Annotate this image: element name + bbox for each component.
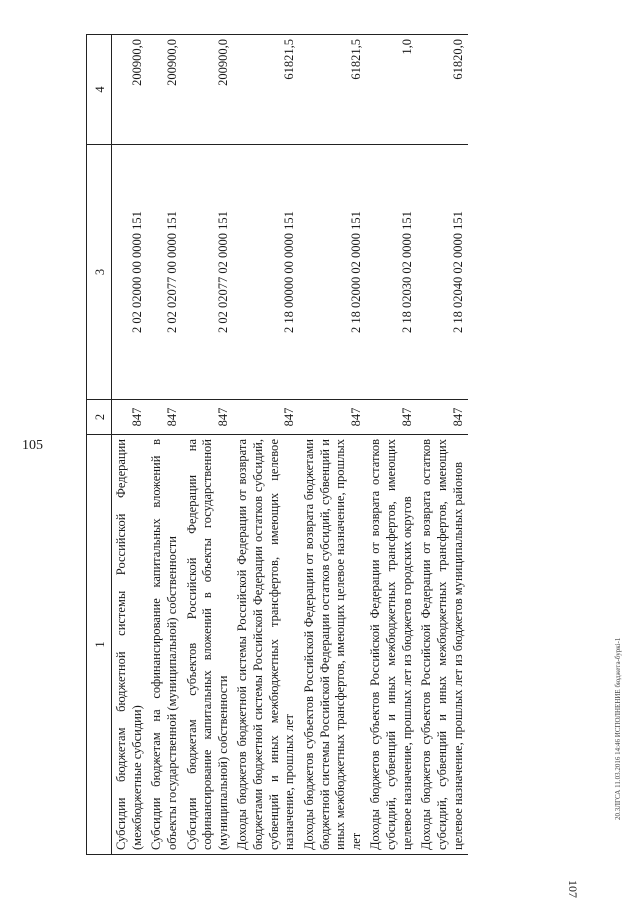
- row-budget-code-cell: 2 18 02000 02 0000 151: [300, 145, 367, 400]
- page-number: 105: [22, 438, 43, 453]
- row-name-cell: Субсидии бюджетам субъектов Российской Федерации на софинансирование капитальных вложений в объекты государственной (муниципальной) собственности: [183, 435, 234, 855]
- row-amount-cell: 61821,5: [233, 35, 300, 145]
- row-budget-code-cell: 2 18 00000 00 0000 151: [233, 145, 300, 400]
- table-row: [366, 35, 417, 855]
- row-budget-code-cell: 2 18 02040 02 0000 151: [417, 145, 468, 400]
- header-cell: 1: [87, 435, 112, 855]
- row-amount-cell: 1,0: [366, 35, 417, 145]
- header-cell: 2: [87, 400, 112, 435]
- row-budget-code-cell: 2 02 02077 00 0000 151: [147, 145, 182, 400]
- row-budget-code-cell: 2 02 02077 02 0000 151: [183, 145, 234, 400]
- row-name-cell: Доходы бюджетов субъектов Российской Федерации от возврата бюджетами бюджетной системы Российской Федерации остатков субсидий, субвенций и иных межбюджетных трансфертов, имеющих целевое назначение, прошлых лет: [300, 435, 367, 855]
- row-admin-code-cell: 847: [417, 400, 468, 435]
- folio-number: 107: [566, 880, 580, 898]
- row-name-cell: Доходы бюджетов субъектов Российской Федерации от возврата остатков субсидий, субвенций и иных межбюджетных трансфертов, имеющих целевое назначение, прошлых лет из бюджетов муниципальных районов: [417, 435, 468, 855]
- table-row: [112, 35, 148, 855]
- table-row: [147, 35, 182, 855]
- row-admin-code-cell: 847: [147, 400, 182, 435]
- row-name-cell: Субсидии бюджетам на софинансирование капитальных вложений в объекты государственной (муниципальной) собственности: [147, 435, 182, 855]
- header-cell: 3: [87, 145, 112, 400]
- row-amount-cell: 200900,0: [183, 35, 234, 145]
- row-admin-code-cell: 847: [112, 400, 148, 435]
- row-name-cell: Субсидии бюджетам бюджетной системы Российской Федерации (межбюджетные субсидии): [112, 435, 148, 855]
- header-cell: 4: [87, 35, 112, 145]
- row-amount-cell: 61820,0: [417, 35, 468, 145]
- row-amount-cell: 200900,0: [147, 35, 182, 145]
- row-admin-code-cell: 847: [233, 400, 300, 435]
- row-admin-code-cell: 847: [300, 400, 367, 435]
- table-row: [183, 35, 234, 855]
- rotated-table-container: [86, 35, 586, 855]
- document-stamp: 20.3ЛГСА 11.03.2016 14:46 ИСПОЛНЕНИЕ бюджета-буркі-1: [614, 637, 622, 820]
- table-row: [233, 35, 300, 855]
- row-admin-code-cell: 847: [366, 400, 417, 435]
- row-name-cell: Доходы бюджетов субъектов Российской Федерации от возврата остатков субсидий, субвенций и иных межбюджетных трансфертов, имеющих целевое назначение, прошлых лет из бюджетов городских округов: [366, 435, 417, 855]
- budget-table: [86, 34, 468, 855]
- table-row: [417, 35, 468, 855]
- row-name-cell: Доходы бюджетов бюджетной системы Российской Федерации от возврата бюджетами бюджетной системы Российской Федерации остатков субсидий, субвенций и иных межбюджетных трансфертов, имеющих целевое назначение, прошлых лет: [233, 435, 300, 855]
- table-header-row: [87, 35, 112, 855]
- row-budget-code-cell: 2 02 02000 00 0000 151: [112, 145, 148, 400]
- table-row: [300, 35, 367, 855]
- row-amount-cell: 61821,5: [300, 35, 367, 145]
- row-admin-code-cell: 847: [183, 400, 234, 435]
- row-budget-code-cell: 2 18 02030 02 0000 151: [366, 145, 417, 400]
- row-amount-cell: 200900,0: [112, 35, 148, 145]
